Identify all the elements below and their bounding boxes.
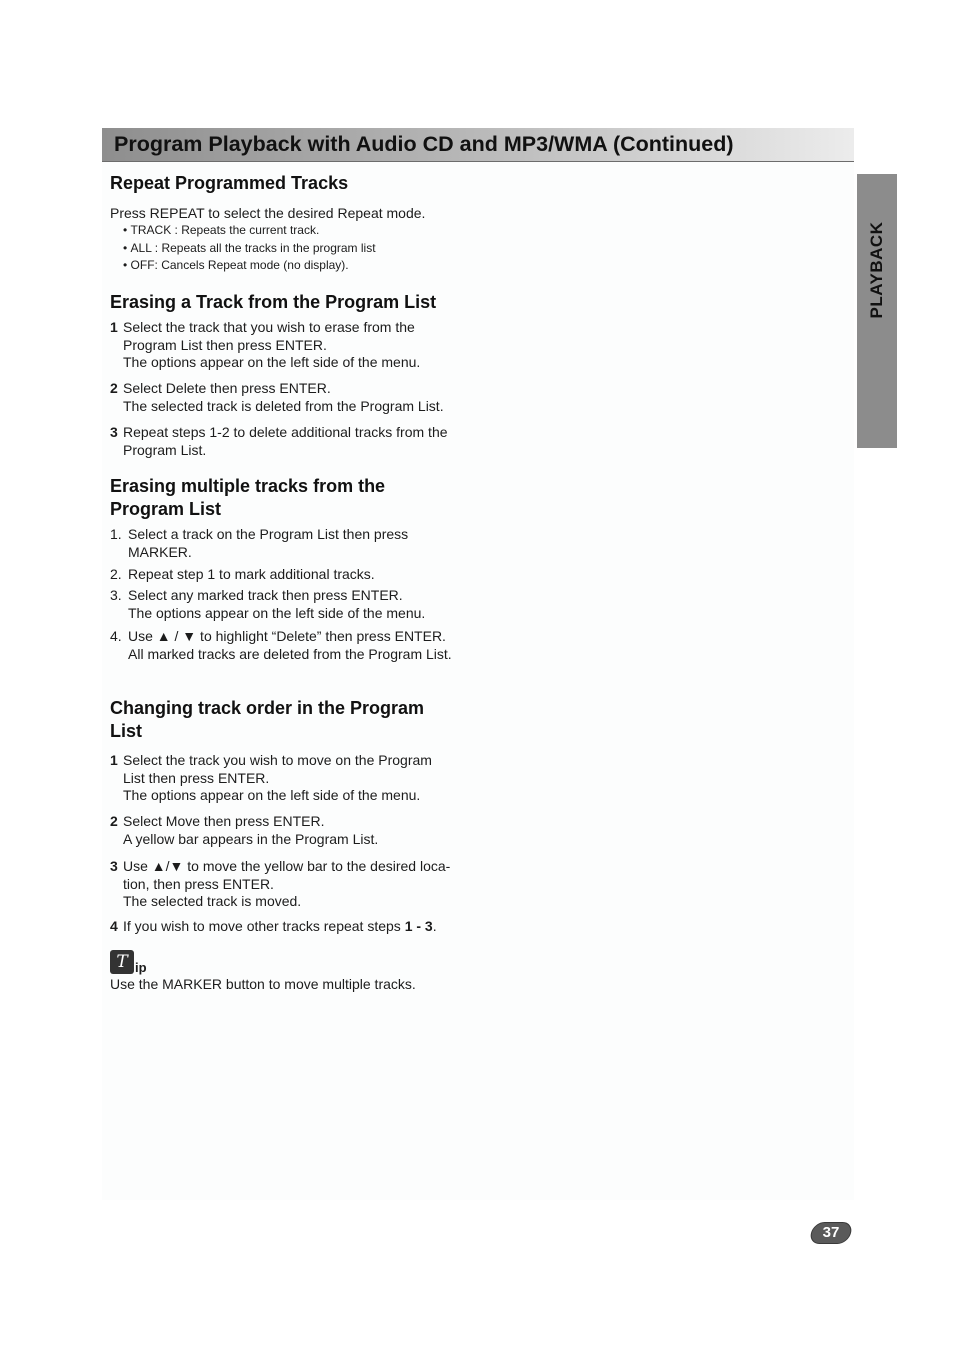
step-number: 2. [110,566,122,582]
repeat-heading: Repeat Programmed Tracks [110,173,349,193]
title-bar [102,128,854,162]
step-text: Select the track that you wish to erase from the [123,319,415,335]
step-text-main: If you wish to move other tracks repeat steps [123,918,405,934]
step-number: 4. [110,628,122,644]
step-number: 4 [110,918,118,934]
heading-line: List [110,721,143,741]
page-number-badge [808,1222,853,1244]
list-item: • OFF: Cancels Repeat mode (no display). [123,257,376,275]
step-number: 3. [110,587,122,603]
tip-icon: T [110,950,134,974]
tip-label: ip [135,960,147,975]
step-text: Select the track you wish to move on the Program [123,752,432,768]
step-text: The selected track is deleted from the Program List. [123,397,444,414]
step-text: Select a track on the Program List then press [128,526,409,542]
erase-step-1 [110,319,420,372]
multi-step-1 [110,526,408,561]
section-side-tab [857,174,897,448]
order-step-1 [110,752,432,805]
order-step-2 [110,813,378,848]
step-text: All marked tracks are deleted from the Program List. [128,645,452,662]
step-text: The selected track is moved. [123,893,302,909]
list-item: • ALL : Repeats all the tracks in the program list [123,240,376,258]
step-number: 1 [110,319,118,335]
step-number: 3 [110,858,118,874]
step-text: List then press ENTER. [123,769,270,786]
step-number: 3 [110,424,118,440]
page-title: Program Playback with Audio CD and MP3/WMA (Continued) [114,132,734,156]
step-text: The options appear on the left side of the menu. [123,354,421,370]
erase-step-2 [110,380,444,415]
change-order-heading [110,697,424,743]
content-background [102,160,854,1200]
step-text: Select any marked track then press ENTER. [128,587,403,603]
multi-step-2 [110,566,375,584]
erase-multiple-heading [110,475,385,521]
multi-step-4 [110,628,452,663]
step-text: Use ▲/▼ to move the yellow bar to the desired loca- [123,858,451,874]
step-text-bold: 1 - 3 [404,918,433,934]
step-number: 1. [110,526,122,542]
step-text: Repeat steps 1-2 to delete additional tracks from the [123,424,448,440]
step-text: tion, then press ENTER. [123,875,274,892]
side-tab-label: PLAYBACK [867,221,886,319]
heading-line: Erasing multiple tracks from the [110,476,386,496]
page-number: 37 [822,1224,840,1241]
step-text [123,918,437,936]
step-number: 1 [110,752,118,768]
step-text: The options appear on the left side of the menu. [128,604,426,621]
list-item: • TRACK : Repeats the current track. [123,222,376,240]
tip-text: Use the MARKER button to move multiple tracks. [110,976,416,992]
multi-step-3 [110,587,425,622]
step-text: Use ▲ / ▼ to highlight “Delete” then press ENTER. [128,628,446,644]
step-text: The options appear on the left side of the menu. [123,787,421,803]
step-text: Select Delete then press ENTER. [123,380,331,396]
step-text: MARKER. [128,543,192,560]
erase-step-3 [110,424,448,459]
repeat-bullet-list [123,222,376,275]
heading-line: Changing track order in the Program [110,698,425,718]
erase-track-heading: Erasing a Track from the Program List [110,292,437,312]
step-number: 2 [110,380,118,396]
step-number: 2 [110,813,118,829]
heading-line: Program List [110,499,222,519]
step-text: A yellow bar appears in the Program List. [123,830,379,847]
step-text: Program List then press ENTER. [123,336,327,353]
order-step-4 [110,918,437,936]
step-text: Repeat step 1 to mark additional tracks. [128,566,375,582]
repeat-intro: Press REPEAT to select the desired Repeat mode. [110,205,426,221]
step-text: Select Move then press ENTER. [123,813,325,829]
order-step-3 [110,858,450,911]
step-text-end: . [432,918,437,934]
step-text: Program List. [123,441,207,458]
